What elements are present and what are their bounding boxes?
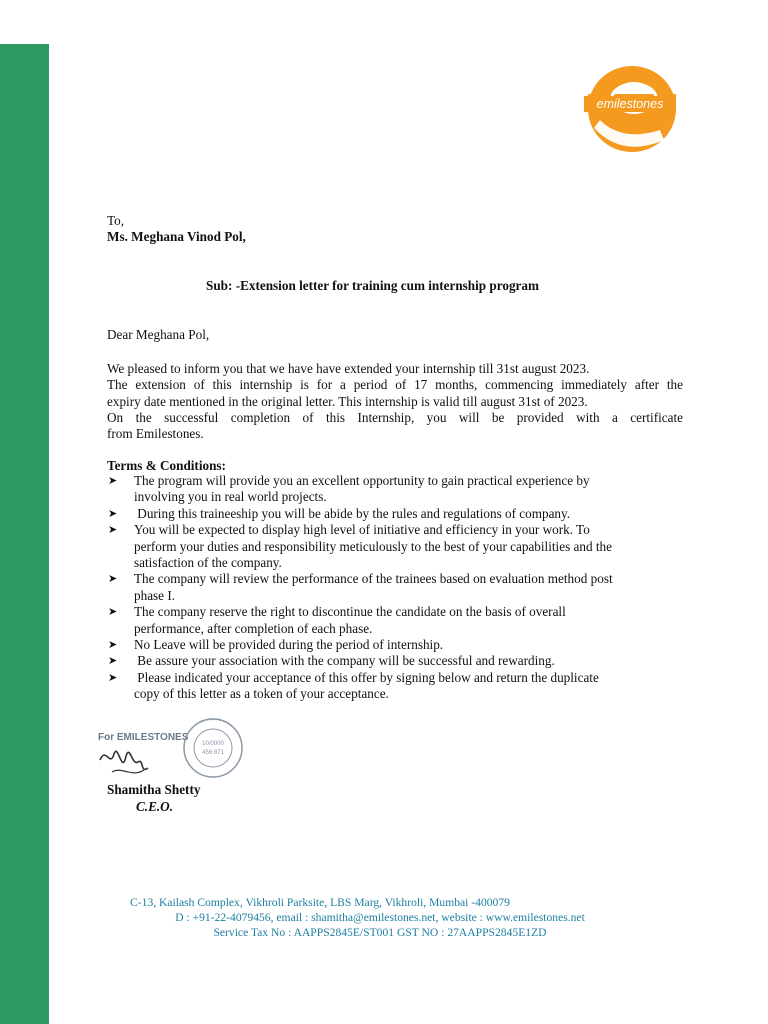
body-paragraph [107,361,683,442]
footer-tax: Service Tax No : AAPPS2845E/ST001 GST NO : 27AAPPS2845E1ZD [213,926,547,939]
subject-line: Sub: -Extension letter for training cum internship program [206,278,539,293]
svg-text:emilestones: emilestones [596,97,664,111]
terms-item: ➤ No Leave will be provided during the period of internship. [108,637,444,653]
arrow-bullet-icon: ➤ [108,475,118,487]
terms-item: ➤ The program will provide you an excellent opportunity to gain practical experience by involving you in real world projects. [108,473,590,505]
terms-item: ➤ Please indicated your acceptance of this offer by signing below and return the duplicate copy of this letter as a token of your acceptance. [108,669,599,702]
body-line: expiry date mentioned in the original letter. This internship is valid till august 31st of 2023. [107,393,588,409]
svg-text:456 871: 456 871 [202,750,224,756]
footer-contact: D : +91-22-4079456, email : shamitha@emilestones.net, website : www.emilestones.net [175,911,585,924]
arrow-bullet-icon: ➤ [108,671,118,684]
svg-text:10/0000: 10/0000 [202,741,224,747]
to-label: To, [107,213,125,228]
signature-and-stamp [92,716,252,790]
body-line: from Emilestones. [107,426,204,442]
terms-item: ➤ The company reserve the right to discontinue the candidate on the basis of overall performance, after completion of each phase. [108,604,566,636]
arrow-bullet-icon: ➤ [108,606,118,619]
salutation: Dear Meghana Pol, [107,327,210,342]
emilestones-logo [582,62,678,154]
arrow-bullet-icon: ➤ [108,507,118,520]
arrow-bullet-icon: ➤ [108,524,118,537]
signatory-name: Shamitha Shetty [107,782,201,797]
body-line: On the successful completion of this Internship, you will be provided with a certificate [107,409,683,425]
body-line: We pleased to inform you that we have have extended your internship till 31st august 2023. [107,361,590,376]
terms-item: ➤ During this traineeship you will be abide by the rules and regulations of company. [108,505,571,521]
svg-text:For EMILESTONES: For EMILESTONES [98,732,189,743]
arrow-bullet-icon: ➤ [108,655,118,668]
footer-address: C-13, Kailash Complex, Vikhroli Parksite, LBS Marg, Vikhroli, Mumbai -400079 [130,896,510,909]
arrow-bullet-icon: ➤ [108,573,118,586]
terms-item: ➤ Be assure your association with the company will be successful and rewarding. [108,653,555,669]
recipient-name: Ms. Meghana Vinod Pol, [107,229,246,245]
arrow-bullet-icon: ➤ [108,639,118,652]
terms-heading: Terms & Conditions: [107,458,226,473]
terms-list [107,473,687,703]
terms-item: ➤ The company will review the performance of the trainees based on evaluation method post phase I. [108,571,613,603]
signatory-title: C.E.O. [136,799,174,814]
body-line: The extension of this internship is for a period of 17 months, commencing immediately after the [107,377,683,393]
terms-item: ➤ You will be expected to display high level of initiative and efficiency in your work. To perform your duties and responsibility meticulously to the best of your capabilities and the satisfaction of the company. [108,522,612,571]
recipient-block [107,213,246,246]
left-green-border [0,44,49,1024]
